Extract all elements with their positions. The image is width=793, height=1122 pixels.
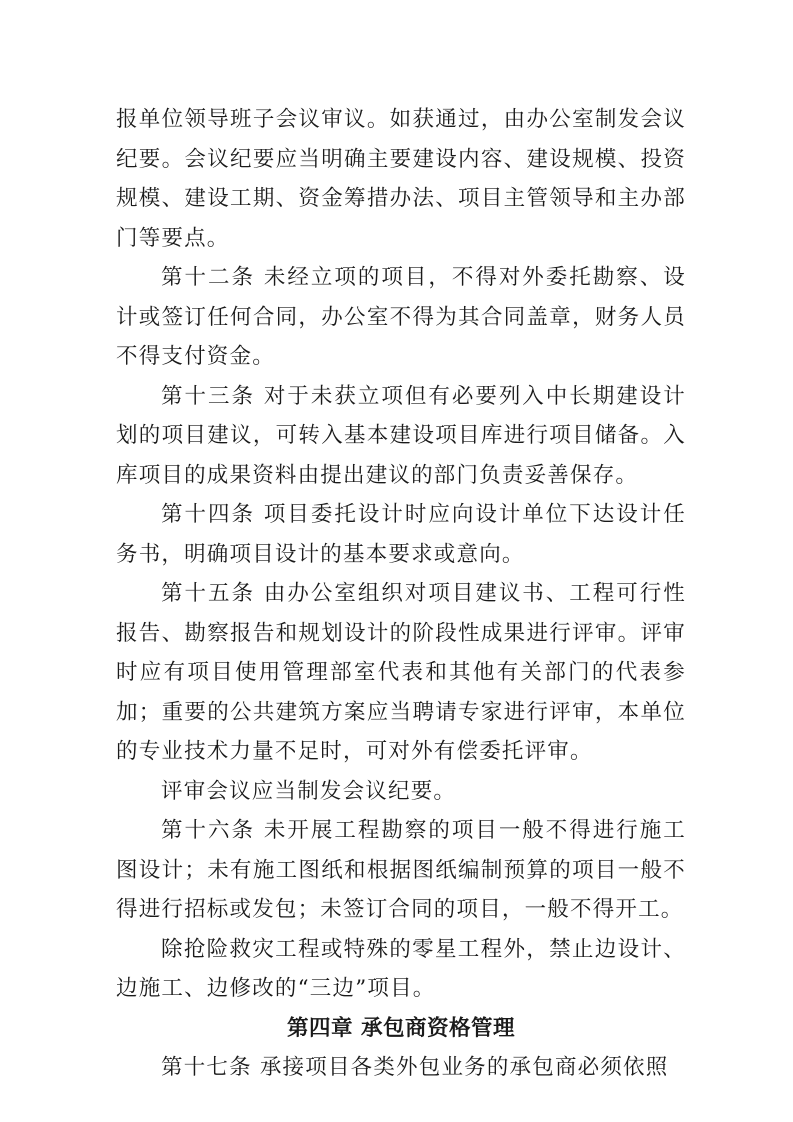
article-text: 承接项目各类外包业务的承包商必须依照 [259,1055,669,1080]
document-page [116,100,686,1088]
article-number: 第十二条 [161,265,255,290]
paragraph-continuation: 报单位领导班子会议审议。如获通过，由办公室制发会议纪要。会议纪要应当明确主要建设内容、建设规模、投资规模、建设工期、资金筹措办法、项目主管领导和主办部门等要点。 [116,107,686,251]
three-sides-paragraph: 除抢险救灾工程或特殊的零星工程外，禁止边设计、边施工、边修改的“三边”项目。 [116,936,686,1001]
article-text: 由办公室组织对项目建议书、工程可行性报告、勘察报告和规划设计的阶段性成果进行评审。评审时应有项目使用管理部室代表和其他有关部门的代表参加；重要的公共建筑方案应当聘请专家进行评审，本单位的专业技术力量不足时，可对外有偿委托评审。 [116,581,686,764]
article-number: 第十四条 [161,502,255,527]
article-text: 项目委托设计时应向设计单位下达设计任务书，明确项目设计的基本要求或意向。 [116,502,686,567]
article-number: 第十六条 [161,818,255,843]
article-number: 第十七条 [161,1055,252,1080]
review-minutes-paragraph: 评审会议应当制发会议纪要。 [161,778,457,804]
article-15 [116,574,686,772]
article-14 [116,495,686,574]
article-number: 第十五条 [161,581,255,606]
article-text: 对于未获立项但有必要列入中长期建设计划的项目建议，可转入基本建设项目库进行项目储备。入库项目的成果资料由提出建议的部门负责妥善保存。 [116,383,686,488]
article-17 [116,1048,686,1088]
article-13 [116,377,686,496]
article-12 [116,258,686,377]
article-text: 未开展工程勘察的项目一般不得进行施工图设计；未有施工图纸和根据图纸编制预算的项目一般不得进行招标或发包；未签订合同的项目，一般不得开工。 [116,818,686,922]
article-text: 未经立项的项目，不得对外委托勘察、设计或签订任何合同，办公室不得为其合同盖章，财务人员不得支付资金。 [116,265,686,369]
article-16 [116,811,686,930]
chapter-heading: 第四章 承包商资格管理 [287,1015,515,1041]
article-number: 第十三条 [161,383,255,409]
